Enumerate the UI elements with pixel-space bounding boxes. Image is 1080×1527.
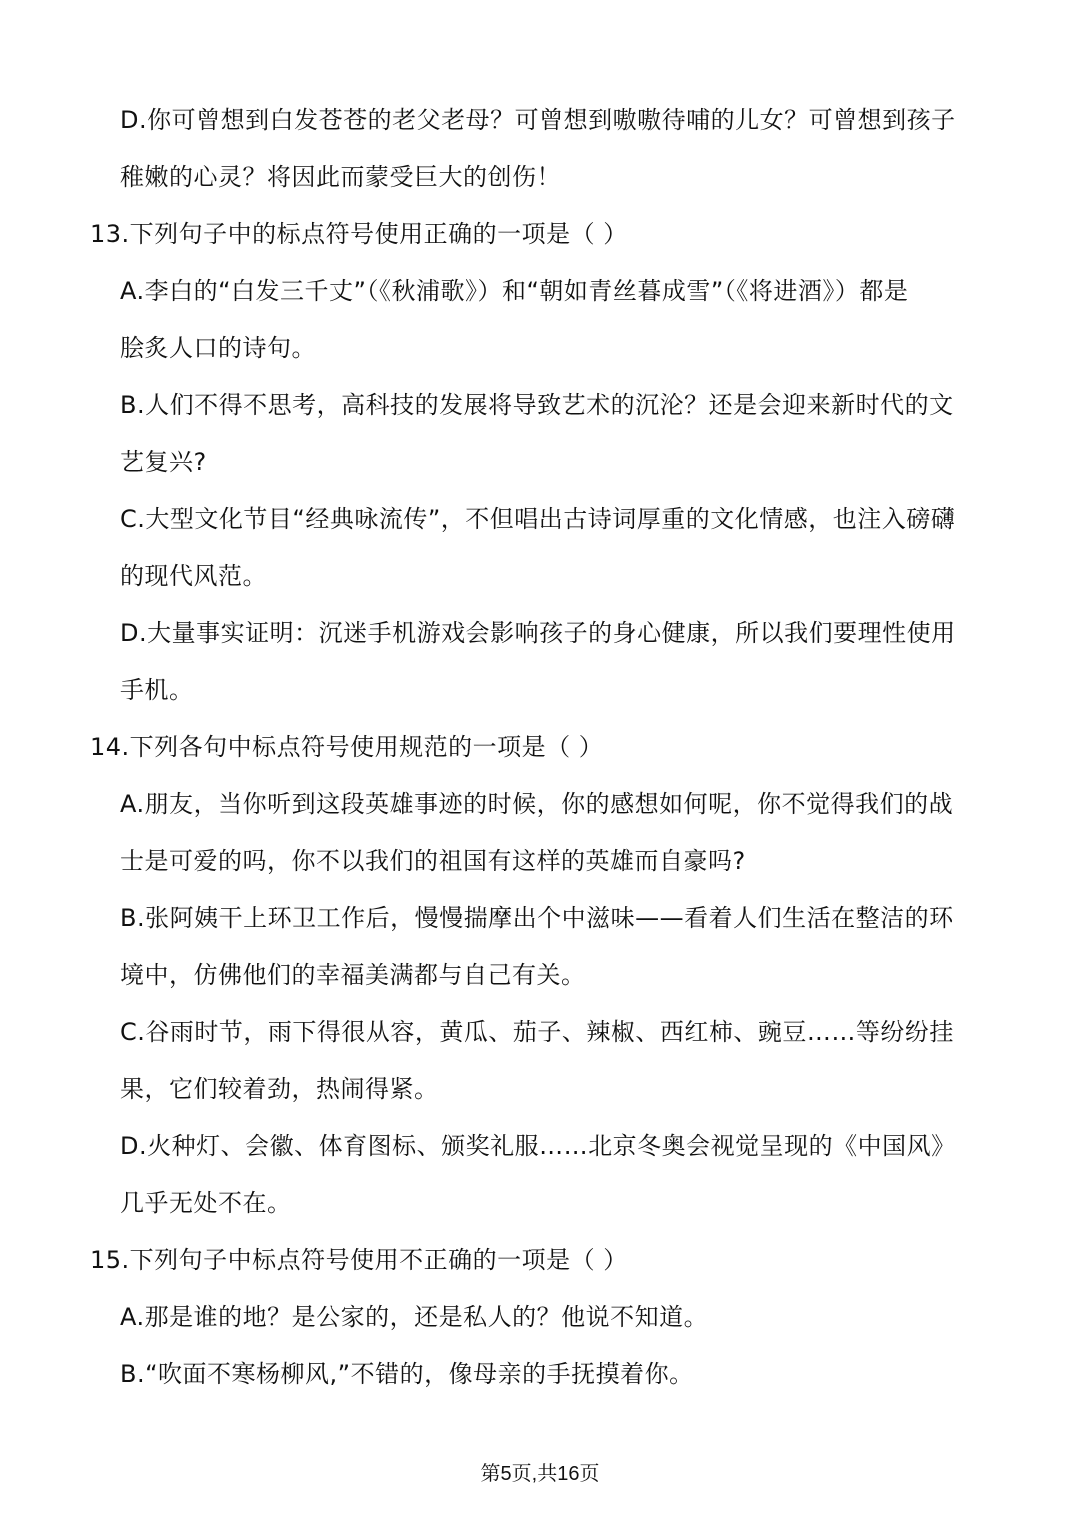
- q14-option-a-line-2: 士是可爱的吗，你不以我们的祖国有这样的英雄而自豪吗?: [120, 847, 746, 875]
- q14-option-b-line-1: B.张阿姨干上环卫工作后，慢慢揣摩出个中滋味——看着人们生活在整洁的环: [120, 904, 954, 932]
- page-indicator: 第5页,共16页: [480, 1463, 600, 1485]
- q15-option-b: B.“吹面不寒杨柳风,”不错的，像母亲的手抚摸着你。: [120, 1360, 694, 1388]
- q13-option-c-line-2: 的现代风范。: [120, 562, 267, 590]
- question-15-stem: 15.下列句子中标点符号使用不正确的一项是（ ）: [90, 1246, 628, 1274]
- q14-option-b-line-2: 境中，仿佛他们的幸福美满都与自己有关。: [120, 961, 586, 989]
- q13-option-b-line-2: 艺复兴?: [120, 448, 207, 476]
- q13-option-a-line-1: A.李白的“白发三千丈”（《秋浦歌》）和“朝如青丝暮成雪”（《将进酒》）都是: [120, 277, 909, 305]
- q14-option-c-line-2: 果，它们较着劲，热闹得紧。: [120, 1075, 439, 1103]
- question-14-stem: 14.下列各句中标点符号使用规范的一项是（ ）: [90, 733, 604, 761]
- option-d-q12-line-2: 稚嫩的心灵？将因此而蒙受巨大的创伤！: [120, 163, 561, 191]
- option-d-q12-line-1: D.你可曾想到白发苍苍的老父老母？可曾想到嗷嗷待哺的儿女？可曾想到孩子: [120, 106, 956, 134]
- q13-option-a-line-2: 脍炙人口的诗句。: [120, 334, 316, 362]
- q14-option-a-line-1: A.朋友，当你听到这段英雄事迹的时候，你的感想如何呢，你不觉得我们的战: [120, 790, 954, 818]
- q14-option-c-line-1: C.谷雨时节，雨下得很从容，黄瓜、茄子、辣椒、西红柿、豌豆……等纷纷挂: [120, 1018, 954, 1046]
- q13-option-b-line-1: B.人们不得不思考，高科技的发展将导致艺术的沉沦？还是会迎来新时代的文: [120, 391, 954, 419]
- q14-option-d-line-1: D.火种灯、会徽、体育图标、颁奖礼服……北京冬奥会视觉呈现的《中国风》: [120, 1132, 956, 1160]
- q13-option-d-line-2: 手机。: [120, 676, 194, 704]
- q15-option-a: A.那是谁的地？是公家的，还是私人的？他说不知道。: [120, 1303, 709, 1331]
- question-13-stem: 13.下列句子中的标点符号使用正确的一项是（ ）: [90, 220, 628, 248]
- q14-option-d-line-2: 几乎无处不在。: [120, 1189, 292, 1217]
- q13-option-d-line-1: D.大量事实证明：沉迷手机游戏会影响孩子的身心健康，所以我们要理性使用: [120, 619, 956, 647]
- q13-option-c-line-1: C.大型文化节目“经典咏流传”，不但唱出古诗词厚重的文化情感，也注入磅礴: [120, 505, 956, 533]
